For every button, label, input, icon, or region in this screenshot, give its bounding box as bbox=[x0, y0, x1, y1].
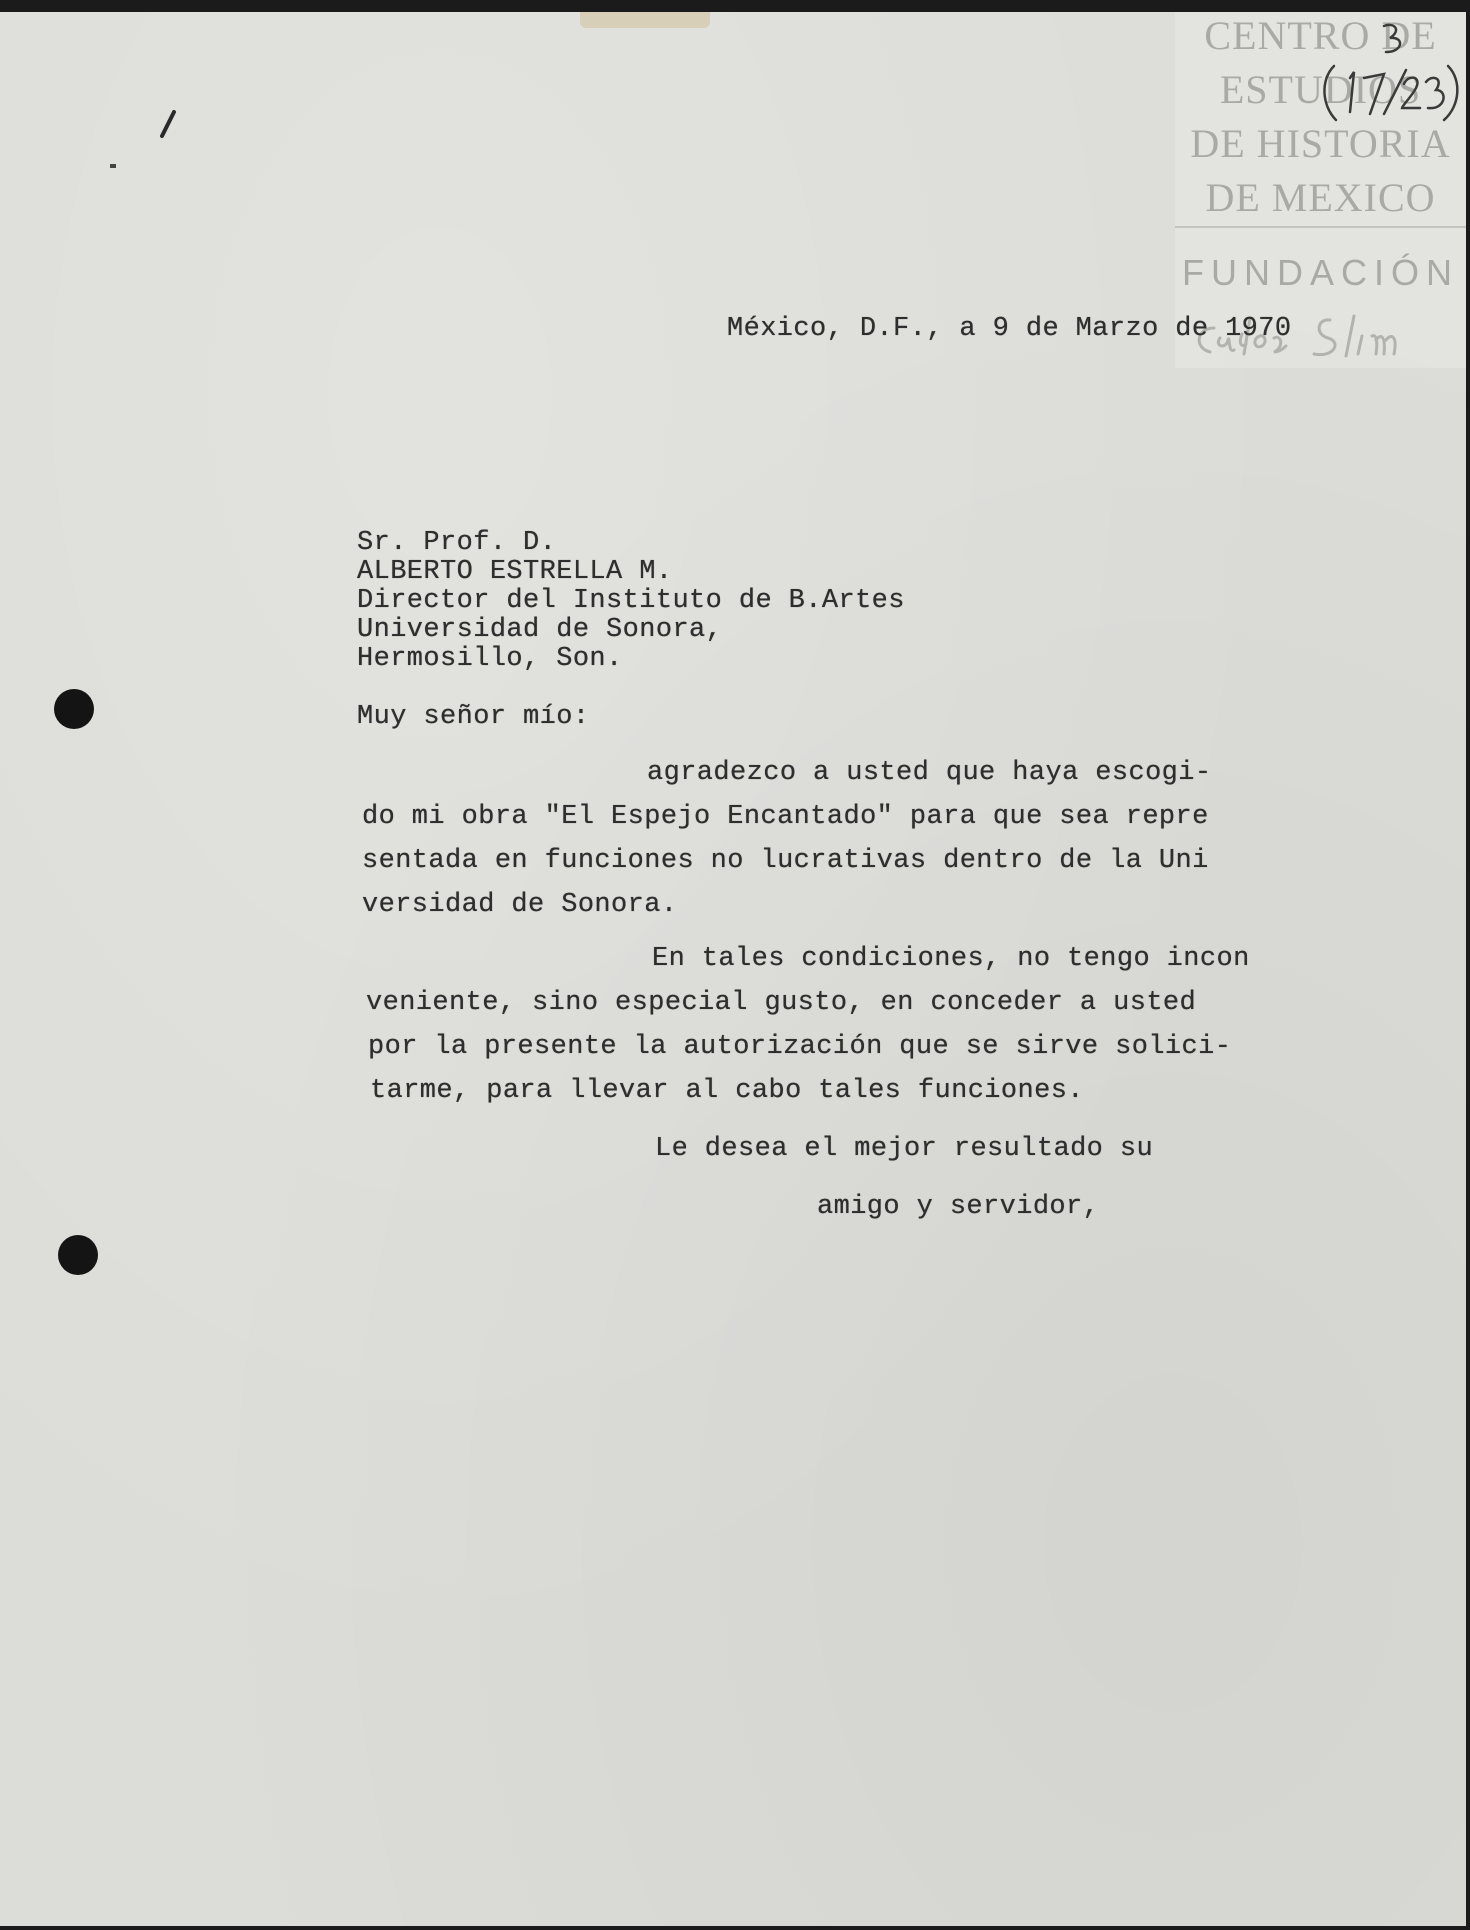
recipient-line-2: ALBERTO ESTRELLA M. bbox=[357, 557, 673, 587]
handwritten-folio-note bbox=[1300, 18, 1470, 138]
closing-line-1: Le desea el mejor resultado su bbox=[655, 1134, 1154, 1164]
recipient-line-5: Hermosillo, Son. bbox=[357, 644, 623, 674]
place-date: México, D.F., a 9 de Marzo de 1970 bbox=[727, 314, 1292, 344]
stamp-line-3: DE HISTORIA bbox=[1190, 121, 1451, 166]
tape-strip bbox=[580, 12, 710, 28]
stamp-line-1: CENTRO DE bbox=[1204, 13, 1437, 58]
paragraph-1-line-2: do mi obra "El Espejo Encantado" para que sea repre bbox=[362, 802, 1209, 832]
paragraph-1-line-4: versidad de Sonora. bbox=[362, 890, 678, 920]
paragraph-1-line-3: sentada en funciones no lucrativas dentro de la Uni bbox=[362, 846, 1209, 876]
paragraph-2-line-3: por la presente la autorización que se sirve solici- bbox=[368, 1032, 1232, 1062]
ink-mark bbox=[150, 108, 180, 148]
recipient-line-1: Sr. Prof. D. bbox=[357, 528, 557, 558]
stamp-divider bbox=[1175, 226, 1466, 228]
punch-hole-bottom bbox=[58, 1235, 98, 1275]
stamp-line-4: DE MEXICO bbox=[1205, 175, 1436, 220]
salutation: Muy señor mío: bbox=[357, 702, 590, 732]
letter-page bbox=[0, 12, 1466, 1926]
paragraph-2-line-1: En tales condiciones, no tengo incon bbox=[652, 944, 1250, 974]
recipient-line-3: Director del Instituto de B.Artes bbox=[357, 586, 905, 616]
punch-hole-top bbox=[54, 689, 94, 729]
closing-line-2: amigo y servidor, bbox=[817, 1192, 1100, 1222]
paragraph-2-line-4: tarme, para llevar al cabo tales funciones. bbox=[370, 1076, 1084, 1106]
stamp-foundation: FUNDACIÓN bbox=[1182, 252, 1459, 293]
paragraph-2-line-2: veniente, sino especial gusto, en conceder a usted bbox=[366, 988, 1197, 1018]
stamp-line-2: ESTUDIOS bbox=[1219, 67, 1422, 112]
ink-dot bbox=[110, 164, 116, 168]
paragraph-1-line-1: agradezco a usted que haya escogi- bbox=[647, 758, 1212, 788]
recipient-line-4: Universidad de Sonora, bbox=[357, 615, 723, 645]
